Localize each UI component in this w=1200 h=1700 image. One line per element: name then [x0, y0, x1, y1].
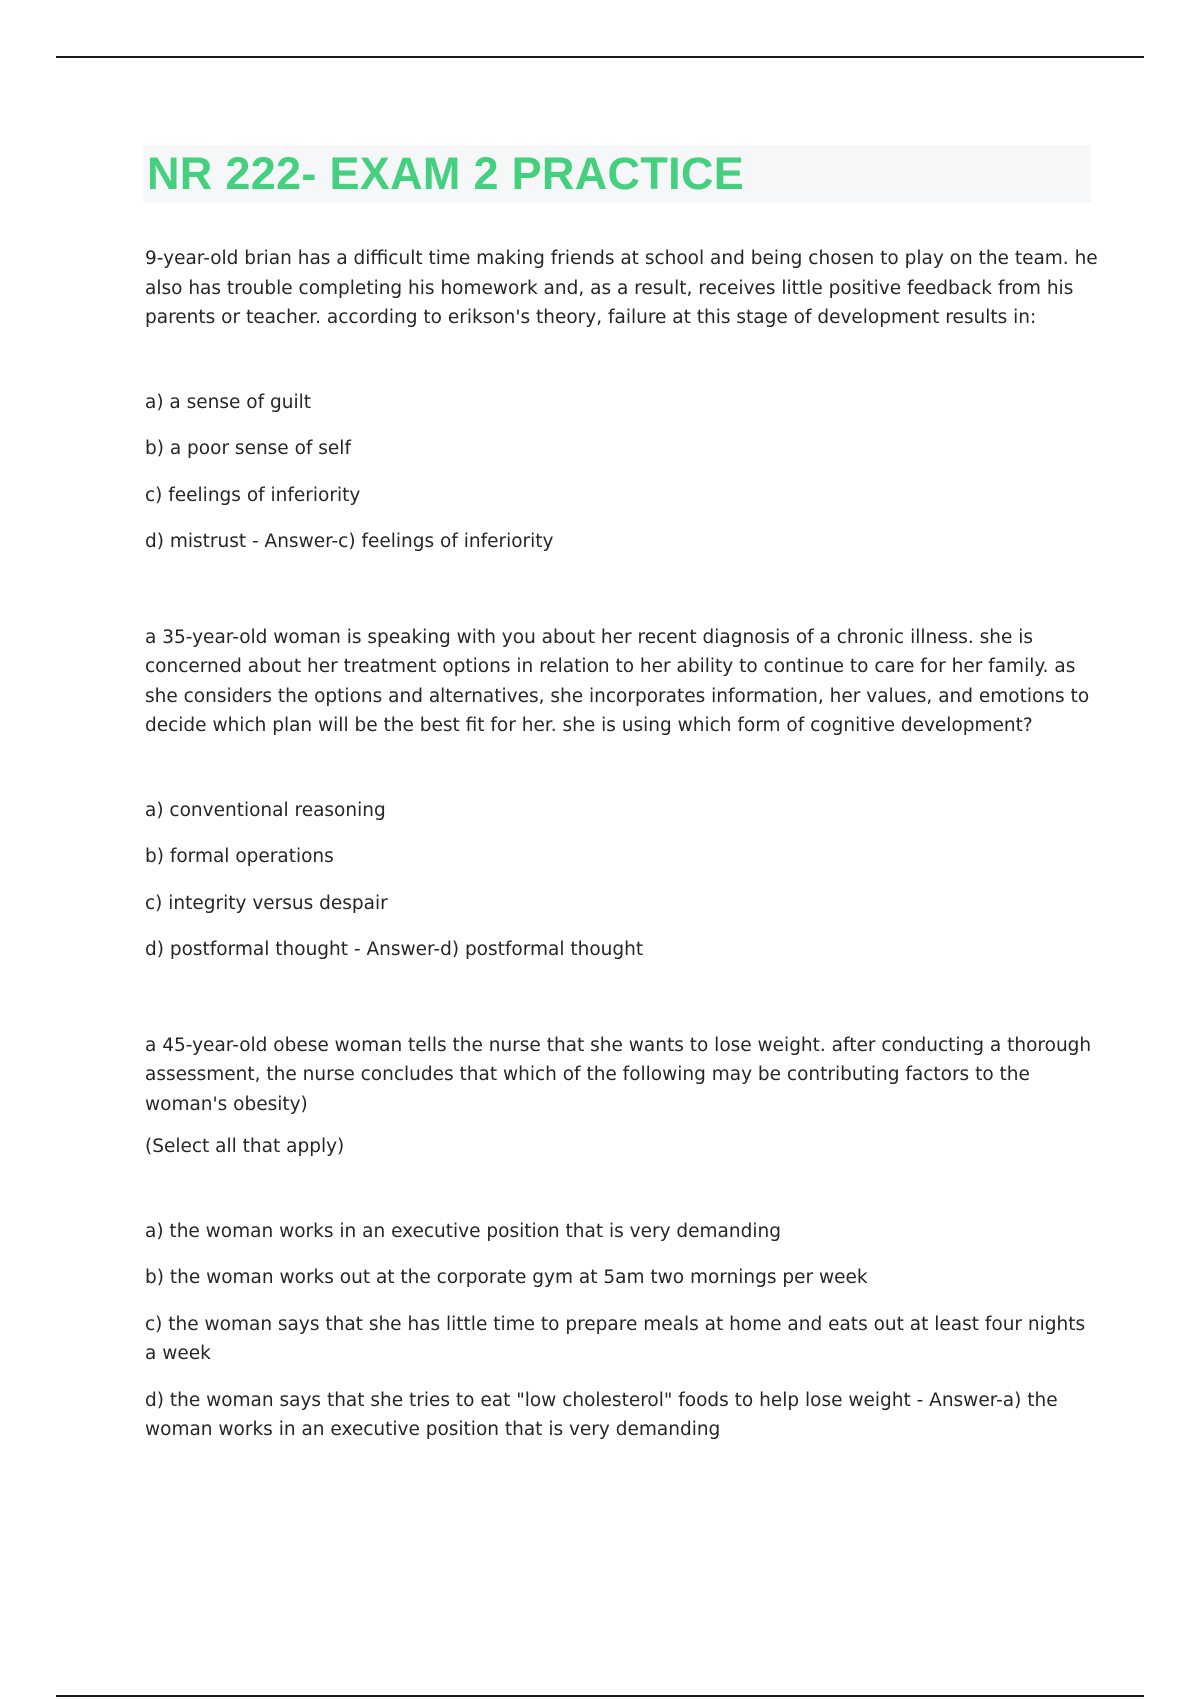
answer-options [145, 388, 1100, 557]
spacer [145, 557, 1100, 623]
question-1 [145, 244, 1100, 557]
question-stem: a 45-year-old obese woman tells the nurse that she wants to lose weight. after conducting a thorough assessment, the nurse concludes that which of the following may be contributing factors to the woman's obesity) [145, 1034, 1092, 1115]
document-body [145, 244, 1100, 1445]
option-c: c) feelings of inferiority [145, 484, 361, 506]
top-rule [56, 56, 1144, 58]
option-d-with-answer: d) mistrust - Answer-c) feelings of inferiority [145, 531, 554, 552]
question-2 [145, 623, 1100, 965]
option-b: b) the woman works out at the corporate gym at 5am two mornings per week [145, 1267, 868, 1288]
question-3 [145, 1031, 1100, 1445]
option-d-with-answer: d) postformal thought - Answer-d) postformal thought [145, 939, 644, 960]
answer-options [145, 1217, 1100, 1445]
option-c: c) the woman says that she has little time to prepare meals at home and eats out at least four nights a week [145, 1313, 1086, 1364]
question-stem: 9-year-old brian has a difficult time making friends at school and being chosen to play on the team. he also has trouble completing his homework and, as a result, receives little positive feedback from his parents or teacher. according to erikson's theory, failure at this stage of development results in: [145, 248, 1098, 328]
option-b: b) formal operations [145, 846, 334, 867]
title-banner [143, 145, 1091, 202]
question-stem: a 35-year-old woman is speaking with you about her recent diagnosis of a chronic illness. she is concerned about her treatment options in relation to her ability to continue to care for her family. as she considers the options and alternatives, she incorporates information, her values, and emotions to decide which plan will be the best fit for her. she is using which form of cognitive development? [145, 626, 1090, 736]
option-c: c) integrity versus despair [145, 892, 388, 914]
option-d-with-answer: d) the woman says that she tries to eat "low cholesterol" foods to help lose weight - Answer-a) the woman works in an executive position that is very demanding [145, 1389, 1058, 1440]
option-a: a) conventional reasoning [145, 799, 386, 821]
option-b: b) a poor sense of self [145, 438, 351, 459]
spacer [145, 965, 1100, 1031]
select-all-note: (Select all that apply) [145, 1136, 345, 1157]
option-a: a) the woman works in an executive position that is very demanding [145, 1220, 781, 1242]
page-title: NR 222- EXAM 2 PRACTICE [147, 148, 745, 199]
answer-options [145, 796, 1100, 965]
option-a: a) a sense of guilt [145, 391, 312, 413]
bottom-rule [56, 1695, 1144, 1697]
